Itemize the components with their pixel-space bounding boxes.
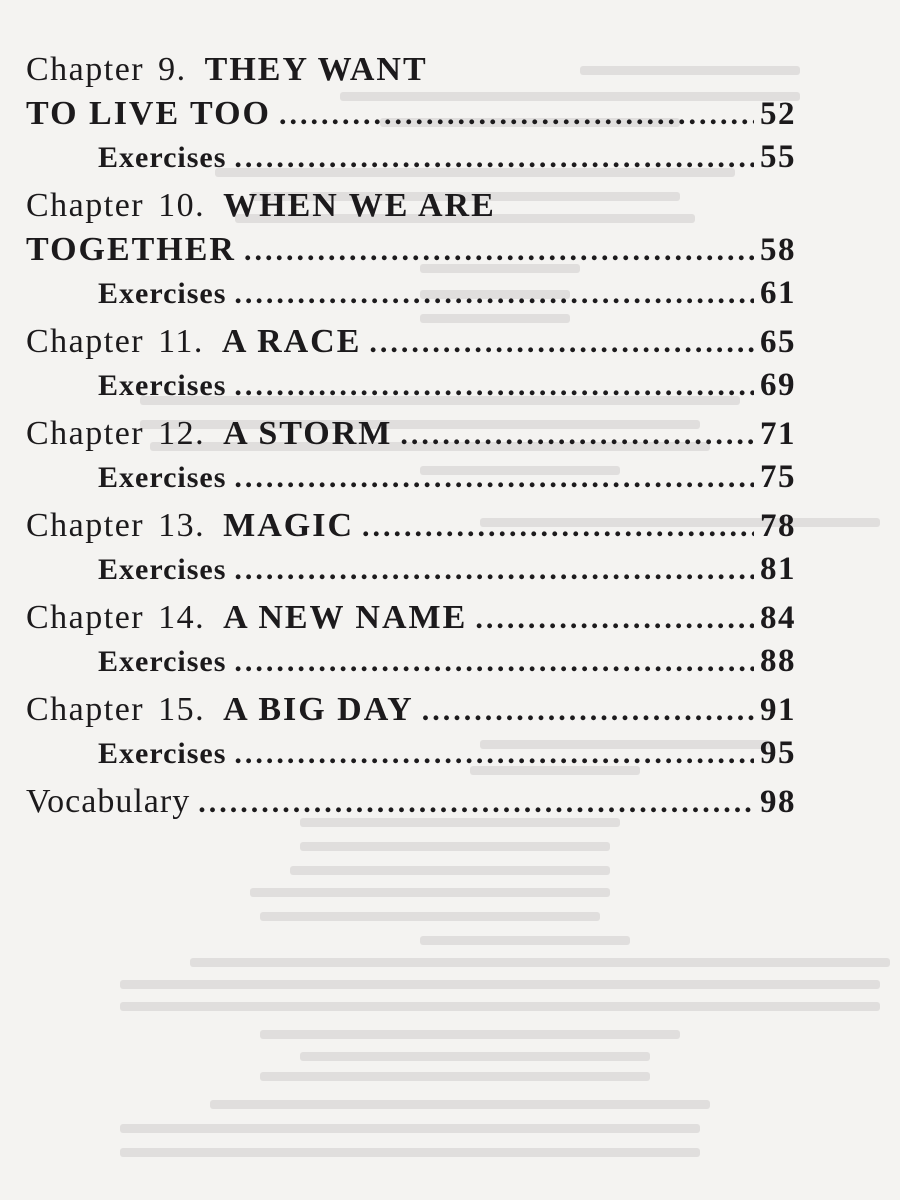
exercises-line[interactable] <box>26 641 796 682</box>
exercises-page-number: 55 <box>760 139 796 175</box>
chapter-title-line <box>26 228 796 273</box>
dot-leader <box>422 689 754 733</box>
chapter-heading <box>26 184 796 228</box>
dot-leader <box>244 229 754 273</box>
exercises-page-number: 81 <box>760 551 796 587</box>
exercises-label: Exercises <box>98 369 227 402</box>
chapter-title: MAGIC <box>223 507 355 544</box>
chapter-title: WHEN WE ARE <box>223 187 496 224</box>
chapter-title-continued: TO LIVE TOO <box>26 95 271 132</box>
chapter-word: Chapter <box>26 187 145 224</box>
page-number: 71 <box>760 416 796 452</box>
dot-leader <box>234 274 754 314</box>
chapter-line <box>26 596 796 641</box>
chapter-number: 10. <box>158 187 206 224</box>
vocabulary-label: Vocabulary <box>26 783 191 820</box>
chapter-word: Chapter <box>26 51 145 88</box>
exercises-page-number: 88 <box>760 643 796 679</box>
exercises-line[interactable] <box>26 549 796 590</box>
exercises-line[interactable] <box>26 365 796 406</box>
chapter-title: A RACE <box>221 323 362 360</box>
exercises-label: Exercises <box>98 737 227 770</box>
chapter-title: A STORM <box>223 415 393 452</box>
dot-leader <box>400 413 754 457</box>
dot-leader <box>475 597 754 641</box>
chapter-title: A NEW NAME <box>223 599 468 636</box>
toc-entry-chapter-11[interactable] <box>26 320 796 406</box>
toc-entry-chapter-10[interactable] <box>26 184 796 314</box>
exercises-label: Exercises <box>98 277 227 310</box>
chapter-word: Chapter <box>26 507 145 544</box>
chapter-heading <box>26 48 796 92</box>
table-of-contents <box>26 48 796 825</box>
page-number: 78 <box>760 508 796 544</box>
dot-leader <box>362 505 754 549</box>
page-number: 84 <box>760 600 796 636</box>
page-number: 58 <box>760 232 796 268</box>
chapter-word: Chapter <box>26 599 145 636</box>
toc-entry-chapter-14[interactable] <box>26 596 796 682</box>
exercises-label: Exercises <box>98 645 227 678</box>
exercises-page-number: 69 <box>760 367 796 403</box>
exercises-page-number: 75 <box>760 459 796 495</box>
dot-leader <box>369 321 754 365</box>
chapter-title-continued: TOGETHER <box>26 231 236 268</box>
chapter-number: 9. <box>158 51 187 88</box>
chapter-line <box>26 504 796 549</box>
exercises-line[interactable] <box>26 137 796 178</box>
chapter-number: 11. <box>158 323 204 360</box>
chapter-number: 15. <box>158 691 206 728</box>
dot-leader <box>279 93 754 137</box>
exercises-line[interactable] <box>26 733 796 774</box>
page-number: 65 <box>760 324 796 360</box>
toc-entry-chapter-9[interactable] <box>26 48 796 178</box>
toc-entry-vocabulary[interactable] <box>26 780 796 825</box>
exercises-line[interactable] <box>26 273 796 314</box>
chapter-title: THEY WANT <box>204 51 428 88</box>
dot-leader <box>234 138 754 178</box>
chapter-word: Chapter <box>26 691 145 728</box>
exercises-label: Exercises <box>98 553 227 586</box>
dot-leader <box>234 366 754 406</box>
page-number: 98 <box>760 784 796 820</box>
dot-leader <box>198 781 754 825</box>
dot-leader <box>234 734 754 774</box>
chapter-number: 12. <box>158 415 206 452</box>
exercises-label: Exercises <box>98 141 227 174</box>
page-number: 52 <box>760 96 796 132</box>
dot-leader <box>234 458 754 498</box>
exercises-line[interactable] <box>26 457 796 498</box>
chapter-number: 14. <box>158 599 206 636</box>
page-number: 91 <box>760 692 796 728</box>
chapter-number: 13. <box>158 507 206 544</box>
chapter-title-line <box>26 92 796 137</box>
toc-entry-chapter-12[interactable] <box>26 412 796 498</box>
dot-leader <box>234 642 754 682</box>
chapter-line <box>26 320 796 365</box>
toc-entry-chapter-13[interactable] <box>26 504 796 590</box>
chapter-title: A BIG DAY <box>223 691 414 728</box>
dot-leader <box>234 550 754 590</box>
exercises-page-number: 61 <box>760 275 796 311</box>
chapter-line <box>26 688 796 733</box>
toc-entry-chapter-15[interactable] <box>26 688 796 774</box>
chapter-word: Chapter <box>26 415 145 452</box>
vocabulary-line <box>26 780 796 825</box>
chapter-word: Chapter <box>26 323 145 360</box>
exercises-page-number: 95 <box>760 735 796 771</box>
chapter-line <box>26 412 796 457</box>
exercises-label: Exercises <box>98 461 227 494</box>
